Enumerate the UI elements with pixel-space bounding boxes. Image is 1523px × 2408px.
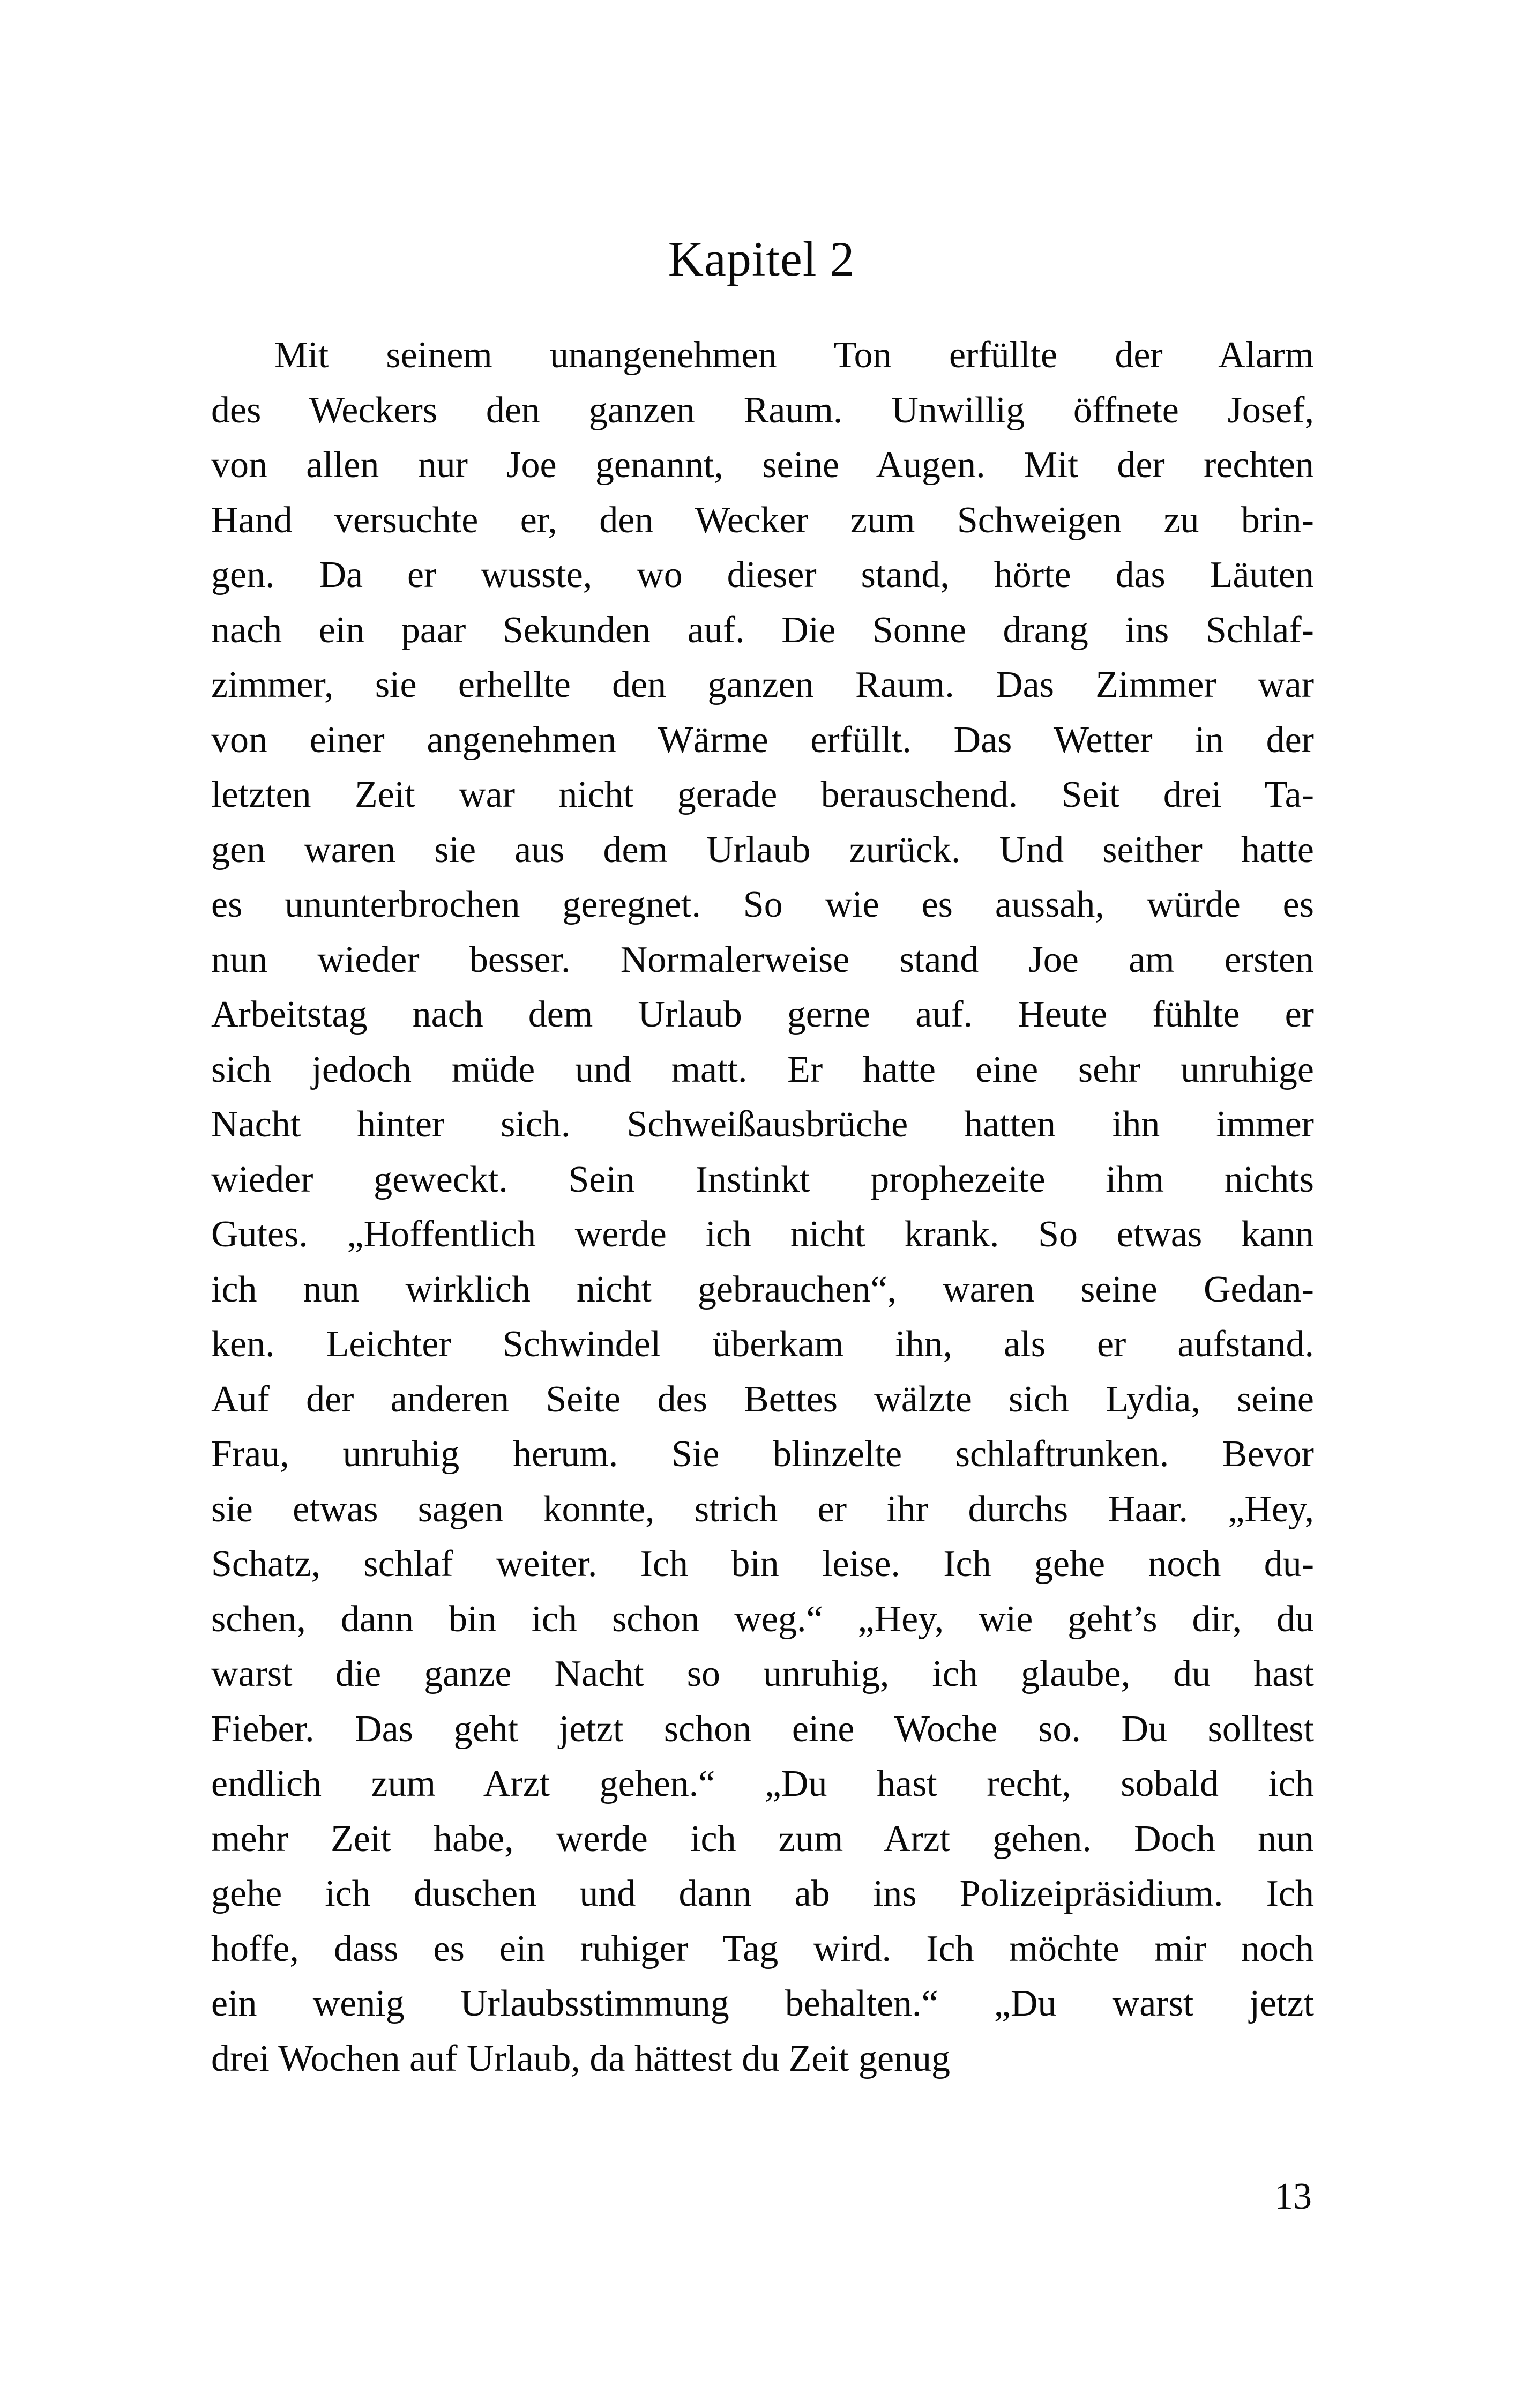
text-line: hoffe, dass es ein ruhiger Tag wird. Ich möchte mir noch bbox=[211, 1928, 1314, 1969]
chapter-title: Kapitel 2 bbox=[668, 232, 855, 286]
text-line: es ununterbrochen geregnet. So wie es aussah, würde es bbox=[211, 884, 1314, 925]
text-line: gen. Da er wusste, wo dieser stand, hörte das Läuten bbox=[211, 554, 1314, 596]
text-line: warst die ganze Nacht so unruhig, ich glaube, du hast bbox=[211, 1653, 1314, 1694]
text-line: ken. Leichter Schwindel überkam ihn, als er aufstand. bbox=[211, 1324, 1314, 1365]
text-line: ich nun wirklich nicht gebrauchen“, waren seine Gedan- bbox=[211, 1268, 1314, 1310]
text-line: nach ein paar Sekunden auf. Die Sonne drang ins Schlaf- bbox=[211, 609, 1314, 651]
text-line: Gutes. „Hoffentlich werde ich nicht krank. So etwas kann bbox=[211, 1214, 1314, 1255]
text-line: sich jedoch müde und matt. Er hatte eine sehr unruhige bbox=[211, 1049, 1314, 1090]
text-line: Frau, unruhig herum. Sie blinzelte schlaftrunken. Bevor bbox=[211, 1433, 1314, 1475]
text-line: gen waren sie aus dem Urlaub zurück. Und seither hatte bbox=[211, 829, 1314, 871]
text-line: von allen nur Joe genannt, seine Augen. Mit der rechten bbox=[211, 444, 1314, 486]
text-line: nun wieder besser. Normalerweise stand Joe am ersten bbox=[211, 939, 1314, 980]
text-line: Mit seinem unangenehmen Ton erfüllte der Alarm bbox=[274, 335, 1314, 376]
text-line: Arbeitstag nach dem Urlaub gerne auf. Heute fühlte er bbox=[211, 994, 1314, 1035]
text-line: schen, dann bin ich schon weg.“ „Hey, wie geht’s dir, du bbox=[211, 1598, 1314, 1640]
text-line: drei Wochen auf Urlaub, da hättest du Zeit genug bbox=[211, 2038, 951, 2079]
text-line: Fieber. Das geht jetzt schon eine Woche so. Du solltest bbox=[211, 1708, 1314, 1750]
text-line: endlich zum Arzt gehen.“ „Du hast recht, sobald ich bbox=[211, 1763, 1314, 1804]
text-line: letzten Zeit war nicht gerade berauschend. Seit drei Ta- bbox=[211, 774, 1314, 815]
text-line: Nacht hinter sich. Schweißausbrüche hatten ihn immer bbox=[211, 1104, 1314, 1145]
text-line: von einer angenehmen Wärme erfüllt. Das Wetter in der bbox=[211, 719, 1314, 761]
text-line: Auf der anderen Seite des Bettes wälzte sich Lydia, seine bbox=[211, 1378, 1314, 1420]
text-line: zimmer, sie erhellte den ganzen Raum. Das Zimmer war bbox=[211, 664, 1314, 705]
text-line: wieder geweckt. Sein Instinkt prophezeite ihm nichts bbox=[211, 1158, 1314, 1200]
page-number: 13 bbox=[1274, 2176, 1312, 2217]
text-line: gehe ich duschen und dann ab ins Polizeipräsidium. Ich bbox=[211, 1873, 1314, 1914]
paragraph-text bbox=[211, 328, 1314, 2086]
text-line: Schatz, schlaf weiter. Ich bin leise. Ich gehe noch du- bbox=[211, 1543, 1314, 1585]
text-line: mehr Zeit habe, werde ich zum Arzt gehen. Doch nun bbox=[211, 1818, 1314, 1860]
text-line: sie etwas sagen konnte, strich er ihr durchs Haar. „Hey, bbox=[211, 1488, 1314, 1530]
text-line: Hand versuchte er, den Wecker zum Schweigen zu brin- bbox=[211, 499, 1314, 541]
text-line: des Weckers den ganzen Raum. Unwillig öffnete Josef, bbox=[211, 389, 1314, 431]
text-line: ein wenig Urlaubsstimmung behalten.“ „Du warst jetzt bbox=[211, 1983, 1314, 2024]
